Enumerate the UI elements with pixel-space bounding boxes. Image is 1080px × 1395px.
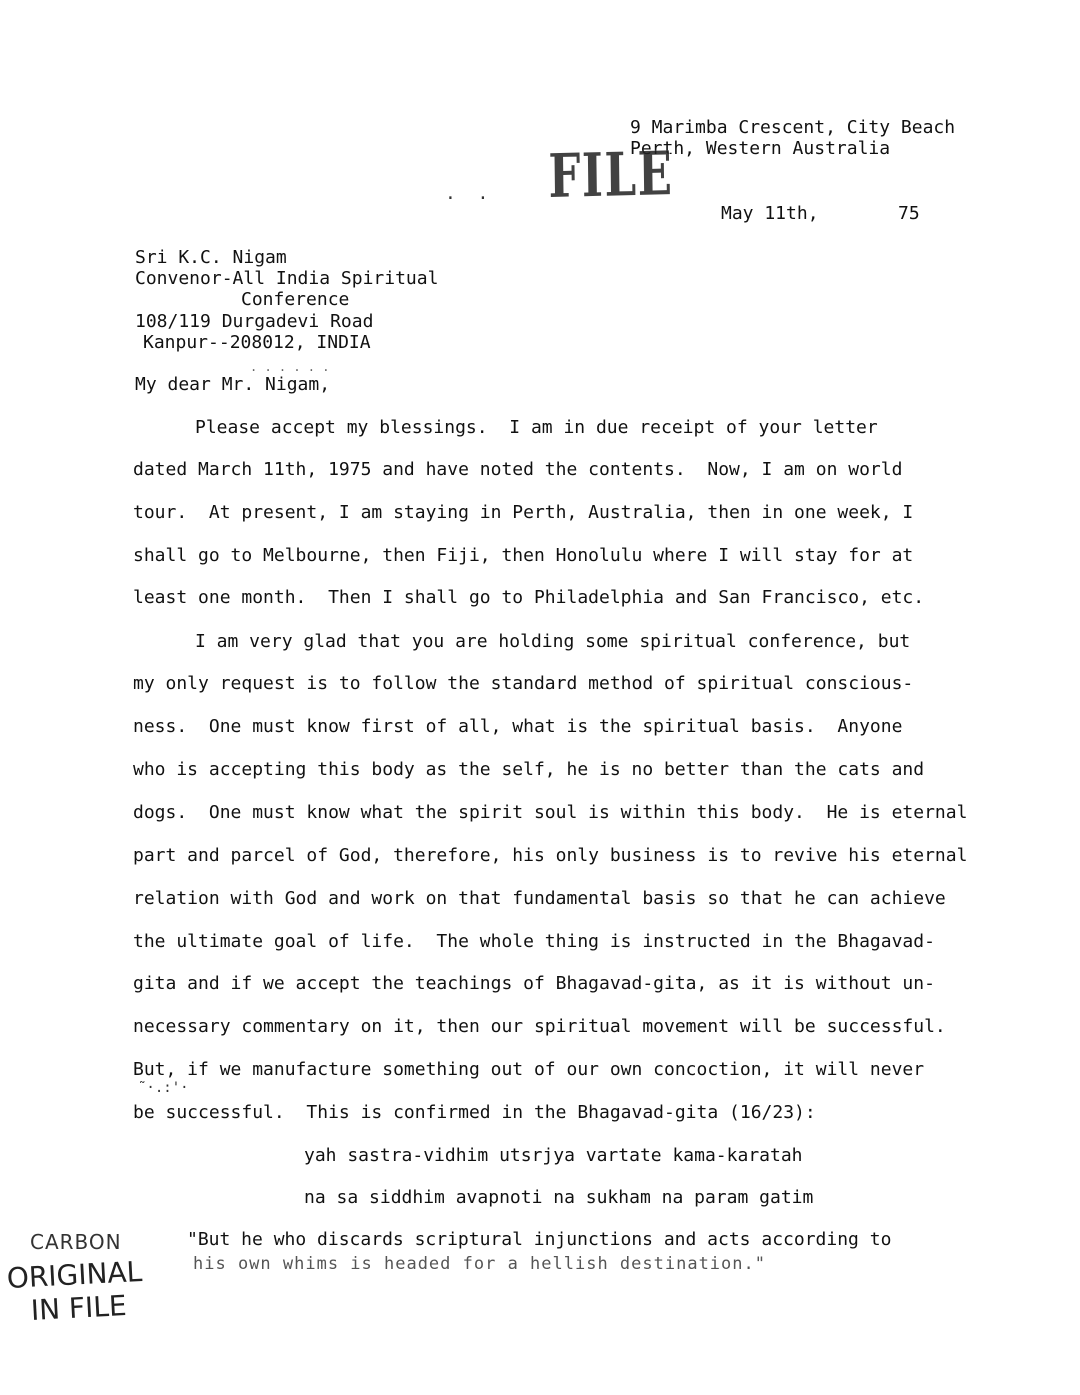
body-line: the ultimate goal of life. The whole thing is instructed in the Bhagavad- [133, 931, 935, 952]
salutation: My dear Mr. Nigam, [135, 374, 331, 395]
body-line: necessary commentary on it, then our spiritual movement will be successful. [133, 1016, 946, 1037]
body-line: tour. At present, I am staying in Perth, Australia, then in one week, I [133, 502, 914, 523]
verse-line-1: yah sastra-vidhim utsrjya vartate kama-karatah [304, 1145, 803, 1166]
address-line-1: 9 Marimba Crescent, City Beach [630, 117, 956, 138]
verse-line-2: na sa siddhim avapnoti na sukham na param gatim [304, 1187, 814, 1208]
body-line: dated March 11th, 1975 and have noted the contents. Now, I am on world [133, 459, 903, 480]
ink-specks: ˜·.:'· [138, 1080, 189, 1096]
body-line: dogs. One must know what the spirit soul is within this body. He is eternal [133, 802, 968, 823]
body-line: I am very glad that you are holding some spiritual conference, but [195, 631, 911, 652]
recipient-title: Convenor-All India Spiritual [135, 268, 439, 289]
body-line: be successful. This is confirmed in the Bhagavad-gita (16/23): [133, 1102, 816, 1123]
carbon-note: CARBON [30, 1230, 122, 1254]
body-line: least one month. Then I shall go to Philadelphia and San Francisco, etc. [133, 587, 925, 608]
body-line: Please accept my blessings. I am in due receipt of your letter [195, 417, 878, 438]
recipient-city: Kanpur--208012, INDIA [143, 332, 371, 353]
date-year: 75 [898, 203, 920, 224]
translation-line-1: "But he who discards scriptural injunctions and acts according to [187, 1229, 892, 1250]
recipient-name: Sri K.C. Nigam [135, 247, 287, 268]
recipient-street: 108/119 Durgadevi Road [135, 311, 374, 332]
body-line: relation with God and work on that fundamental basis so that he can achieve [133, 888, 946, 909]
file-stamp: FILE [548, 139, 674, 212]
body-line: shall go to Melbourne, then Fiji, then Honolulu where I will stay for at [133, 545, 914, 566]
translation-line-2: his own whims is headed for a hellish destination." [193, 1254, 766, 1274]
body-line: gita and if we accept the teachings of Bhagavad-gita, as it is without un- [133, 973, 935, 994]
body-line: But, if we manufacture something out of our own concoction, it will never [133, 1059, 925, 1080]
date: May 11th, [721, 203, 819, 224]
body-line: who is accepting this body as the self, he is no better than the cats and [133, 759, 925, 780]
body-line: part and parcel of God, therefore, his only business is to revive his eternal [133, 845, 968, 866]
salutation-specks: . . . . . . [250, 360, 330, 374]
body-line: ness. One must know first of all, what is the spiritual basis. Anyone [133, 716, 903, 737]
body-line: my only request is to follow the standard method of spiritual conscious- [133, 673, 914, 694]
in-file-note: IN FILE [30, 1288, 128, 1327]
address-line-2: Perth, Western Australia [630, 138, 891, 159]
stamp-specks: . . [445, 183, 489, 204]
recipient-title-cont: Conference [241, 289, 350, 310]
original-note: ORIGINAL [6, 1254, 143, 1295]
